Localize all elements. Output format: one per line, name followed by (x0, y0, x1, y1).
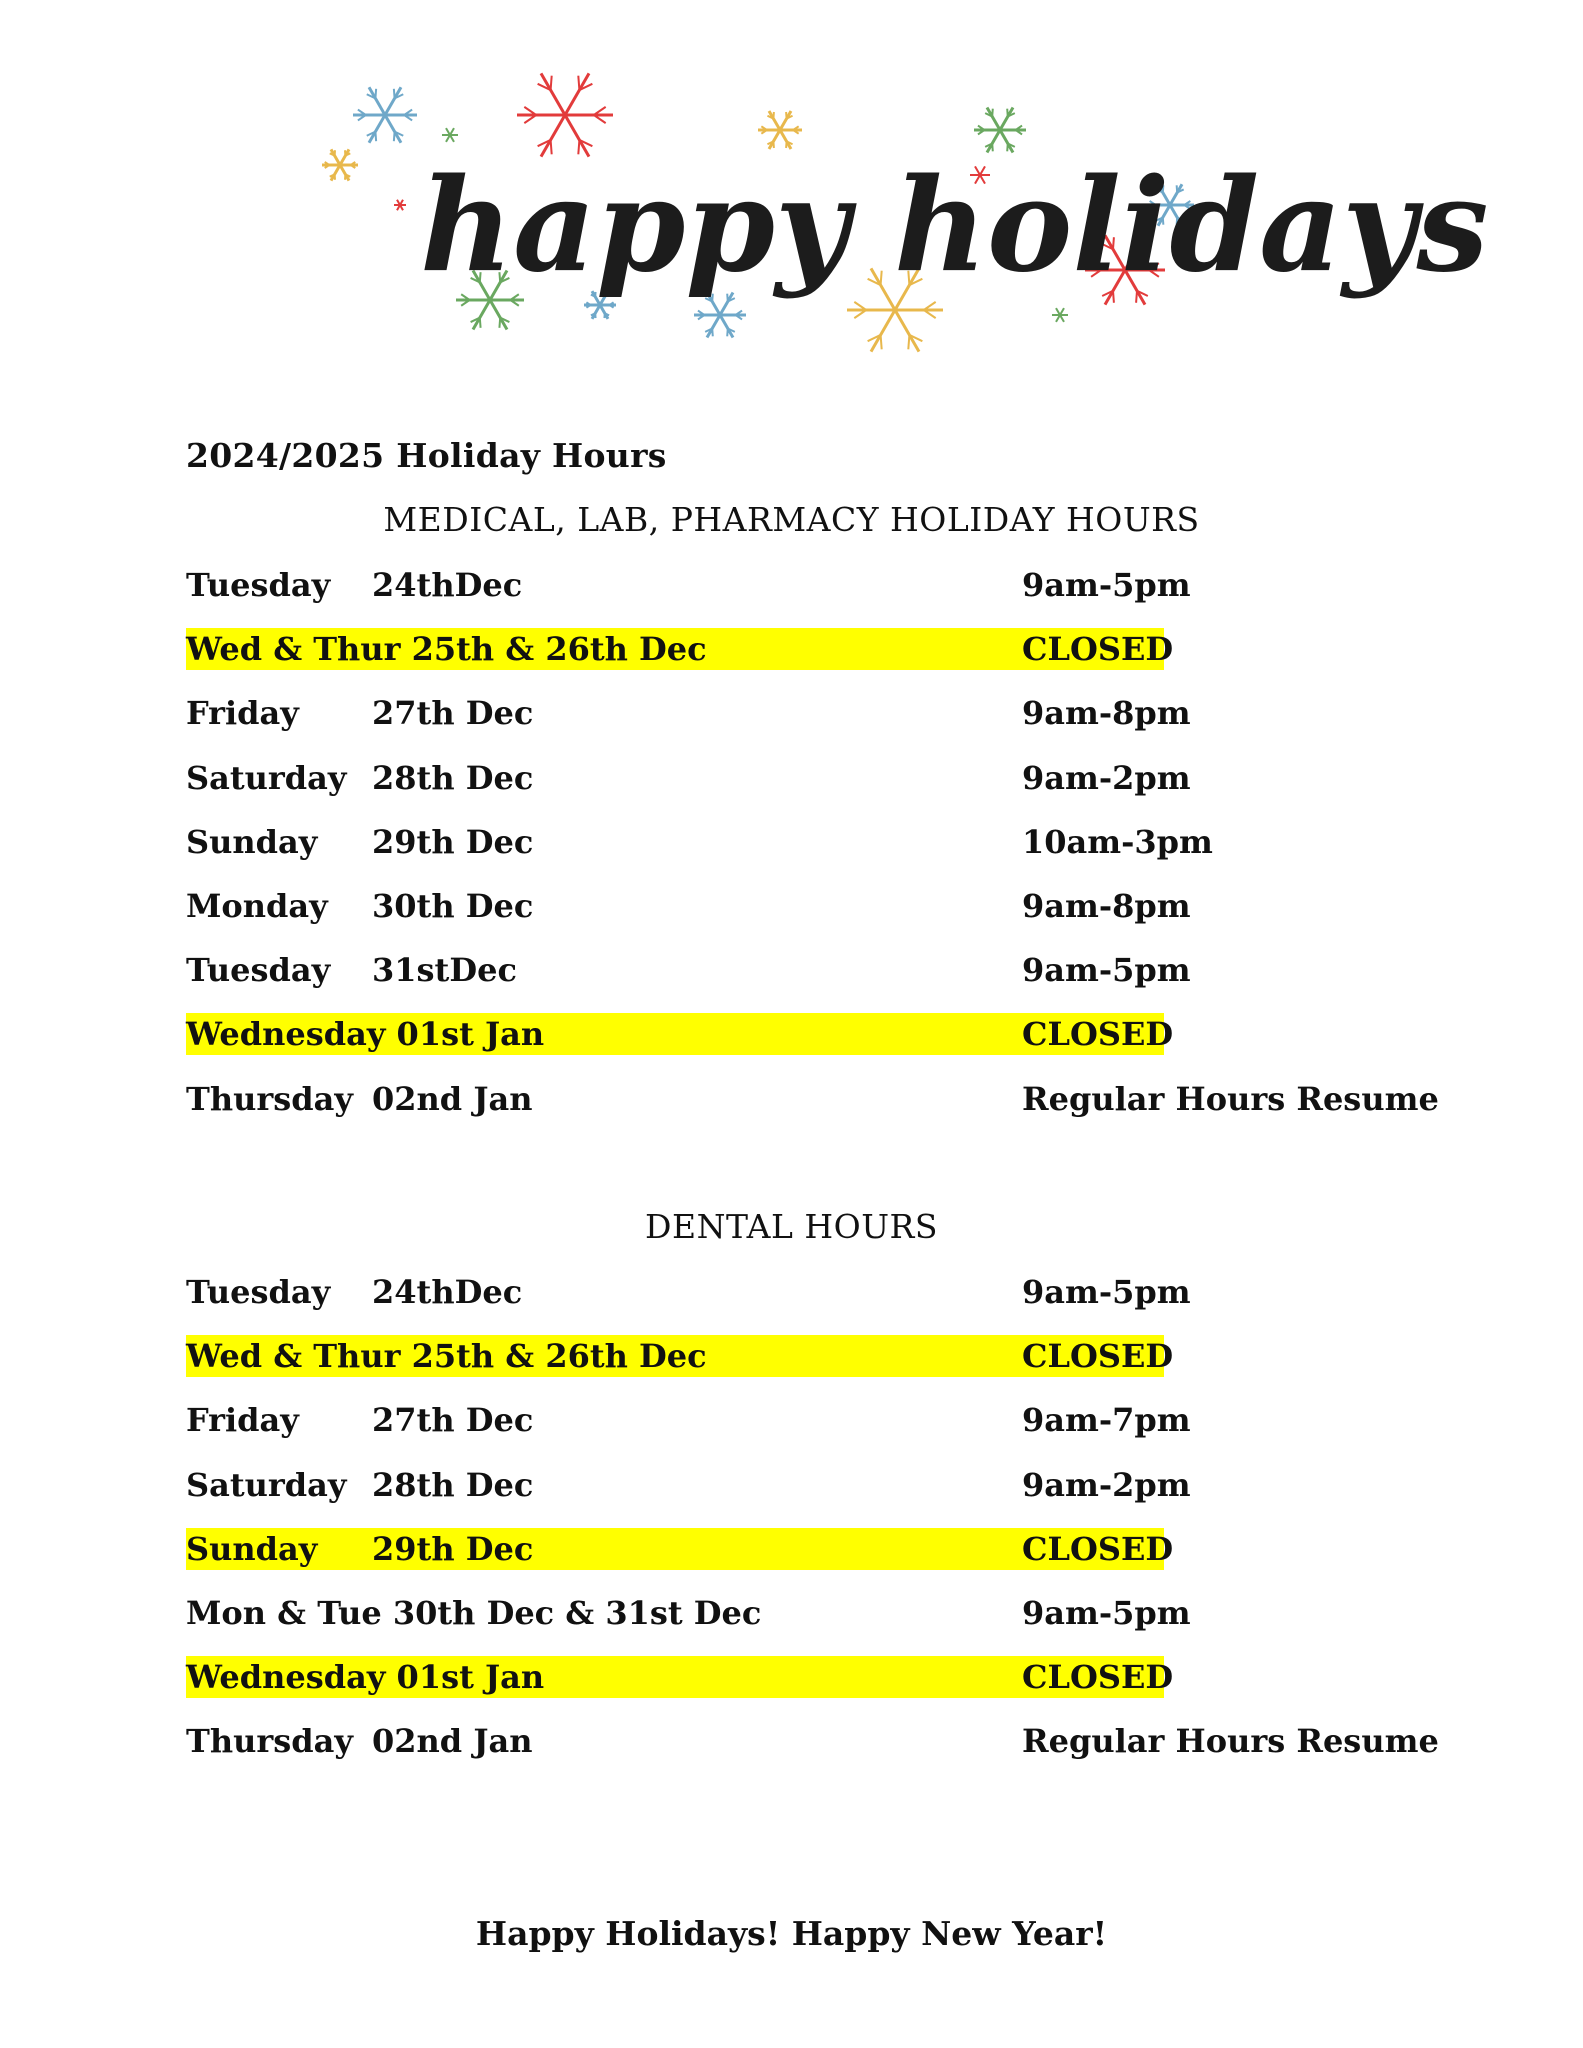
snowflake-icon (517, 73, 613, 156)
happy-holidays-banner (300, 55, 1489, 375)
row-date: 24thDec (372, 566, 523, 604)
closing-greeting: Happy Holidays! Happy New Year! (475, 1914, 1108, 1953)
row-hours: 10am-3pm (1022, 822, 1213, 861)
row-date: 27th Dec (372, 694, 534, 733)
row-day: Tuesday (186, 951, 331, 990)
row-date: 30th Dec (372, 887, 534, 925)
row-hours: Regular Hours Resume (1022, 1722, 1439, 1761)
row-hours: 9am-7pm (1022, 1401, 1191, 1440)
snowflake-icon (322, 149, 358, 180)
snowflake-icon (394, 200, 406, 210)
row-hours: CLOSED (1022, 1529, 1174, 1568)
row-hours: 9am-5pm (1022, 1594, 1191, 1632)
row-date: 29th Dec (372, 1529, 534, 1568)
row-day: Sunday (186, 1529, 318, 1568)
page-title: 2024/2025 Holiday Hours (186, 436, 667, 475)
snowflake-icon (442, 128, 458, 142)
row-date: 28th Dec (372, 758, 534, 797)
row-hours: CLOSED (1022, 1337, 1174, 1376)
row-day: Tuesday (186, 1273, 331, 1311)
row-hours: 9am-5pm (1022, 951, 1191, 990)
row-day: Wed & Thur 25th & 26th Dec (186, 630, 707, 669)
row-day: Wednesday 01st Jan (186, 1658, 545, 1697)
dental-section-heading: DENTAL HOURS (645, 1207, 938, 1246)
row-day: Tuesday (186, 566, 331, 604)
row-date: 24thDec (372, 1273, 523, 1311)
row-day: Friday (186, 1401, 299, 1440)
banner-artwork (300, 55, 1489, 375)
row-day: Saturday (186, 1465, 347, 1504)
row-hours: 9am-2pm (1022, 758, 1191, 797)
row-hours: 9am-8pm (1022, 694, 1191, 733)
row-date: 02nd Jan (372, 1722, 533, 1761)
row-date: 28th Dec (372, 1465, 534, 1504)
row-date: 29th Dec (372, 822, 534, 861)
row-day: Sunday (186, 822, 318, 861)
row-date: 31stDec (372, 951, 517, 990)
row-hours: 9am-8pm (1022, 887, 1191, 925)
row-day: Thursday (186, 1722, 353, 1761)
closed-highlight (186, 1528, 1164, 1570)
row-hours: CLOSED (1022, 1658, 1174, 1697)
banner-lettering: happy holidays (420, 151, 1489, 301)
row-hours: 9am-2pm (1022, 1465, 1191, 1504)
row-day: Wed & Thur 25th & 26th Dec (186, 1337, 707, 1376)
row-hours: 9am-5pm (1022, 566, 1191, 604)
snowflake-icon (353, 87, 417, 142)
row-day: Wednesday 01st Jan (186, 1015, 545, 1054)
snowflake-icon (758, 111, 802, 149)
snowflake-icon (974, 107, 1026, 152)
row-day: Saturday (186, 758, 347, 797)
row-day: Thursday (186, 1079, 353, 1118)
row-day: Mon & Tue 30th Dec & 31st Dec (186, 1594, 762, 1632)
row-date: 02nd Jan (372, 1079, 533, 1118)
row-day: Friday (186, 694, 299, 733)
row-hours: CLOSED (1022, 630, 1174, 669)
snowflake-icon (1052, 308, 1068, 322)
row-hours: Regular Hours Resume (1022, 1079, 1439, 1118)
row-hours: CLOSED (1022, 1015, 1174, 1054)
row-day: Monday (186, 887, 328, 925)
medical-section-heading: MEDICAL, LAB, PHARMACY HOLIDAY HOURS (383, 500, 1200, 539)
row-date: 27th Dec (372, 1401, 534, 1440)
row-hours: 9am-5pm (1022, 1273, 1191, 1311)
